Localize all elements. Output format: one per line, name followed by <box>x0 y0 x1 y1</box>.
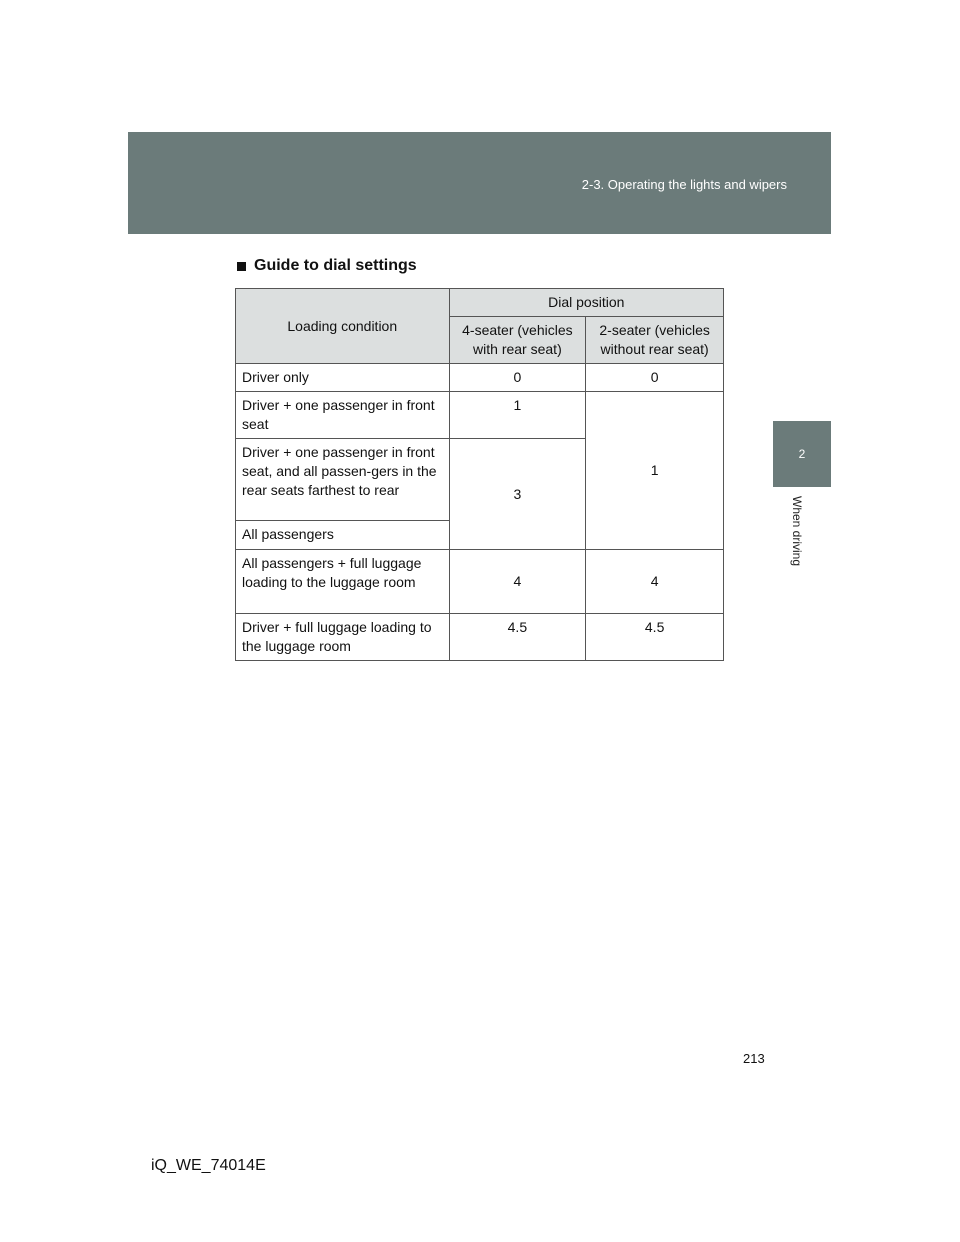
dial-4-seater-cell: 0 <box>449 364 586 392</box>
table-row <box>236 550 724 614</box>
dial-2-seater-cell: 4.5 <box>586 614 724 661</box>
dial-settings-table <box>235 288 724 661</box>
chapter-tab <box>773 421 831 487</box>
dial-4-seater-cell: 4 <box>449 550 586 614</box>
section-heading-text: Guide to dial settings <box>254 257 417 274</box>
header-dial-position: Dial position <box>449 289 723 317</box>
dial-2-seater-cell: 0 <box>586 364 724 392</box>
loading-condition-cell: Driver only <box>236 364 450 392</box>
loading-condition-cell: All passengers <box>236 521 450 550</box>
section-heading <box>237 257 417 275</box>
dial-2-seater-cell: 1 <box>586 392 724 550</box>
chapter-label: When driving <box>790 496 804 567</box>
chapter-number: 2 <box>798 447 806 461</box>
dial-4-seater-cell: 1 <box>449 392 586 439</box>
page-number: 213 <box>743 1051 765 1066</box>
table-row <box>236 392 724 439</box>
section-title: 2-3. Operating the lights and wipers <box>581 177 787 192</box>
header-4-seater: 4-seater (vehicles with rear seat) <box>449 317 586 364</box>
table-row <box>236 614 724 661</box>
loading-condition-cell: Driver + one passenger in front seat, and all passen-gers in the rear seats farthest to rear <box>236 439 450 521</box>
dial-4-seater-cell: 3 <box>449 439 586 550</box>
loading-condition-cell: Driver + one passenger in front seat <box>236 392 450 439</box>
header-2-seater: 2-seater (vehicles without rear seat) <box>586 317 724 364</box>
dial-4-seater-cell: 4.5 <box>449 614 586 661</box>
dial-2-seater-cell: 4 <box>586 550 724 614</box>
loading-condition-cell: All passengers + full luggage loading to the luggage room <box>236 550 450 614</box>
header-band <box>128 132 831 234</box>
document-code: iQ_WE_74014E <box>151 1157 266 1174</box>
header-loading-condition: Loading condition <box>236 289 450 364</box>
table-row <box>236 364 724 392</box>
loading-condition-cell: Driver + full luggage loading to the luggage room <box>236 614 450 661</box>
square-bullet-icon <box>237 262 246 271</box>
